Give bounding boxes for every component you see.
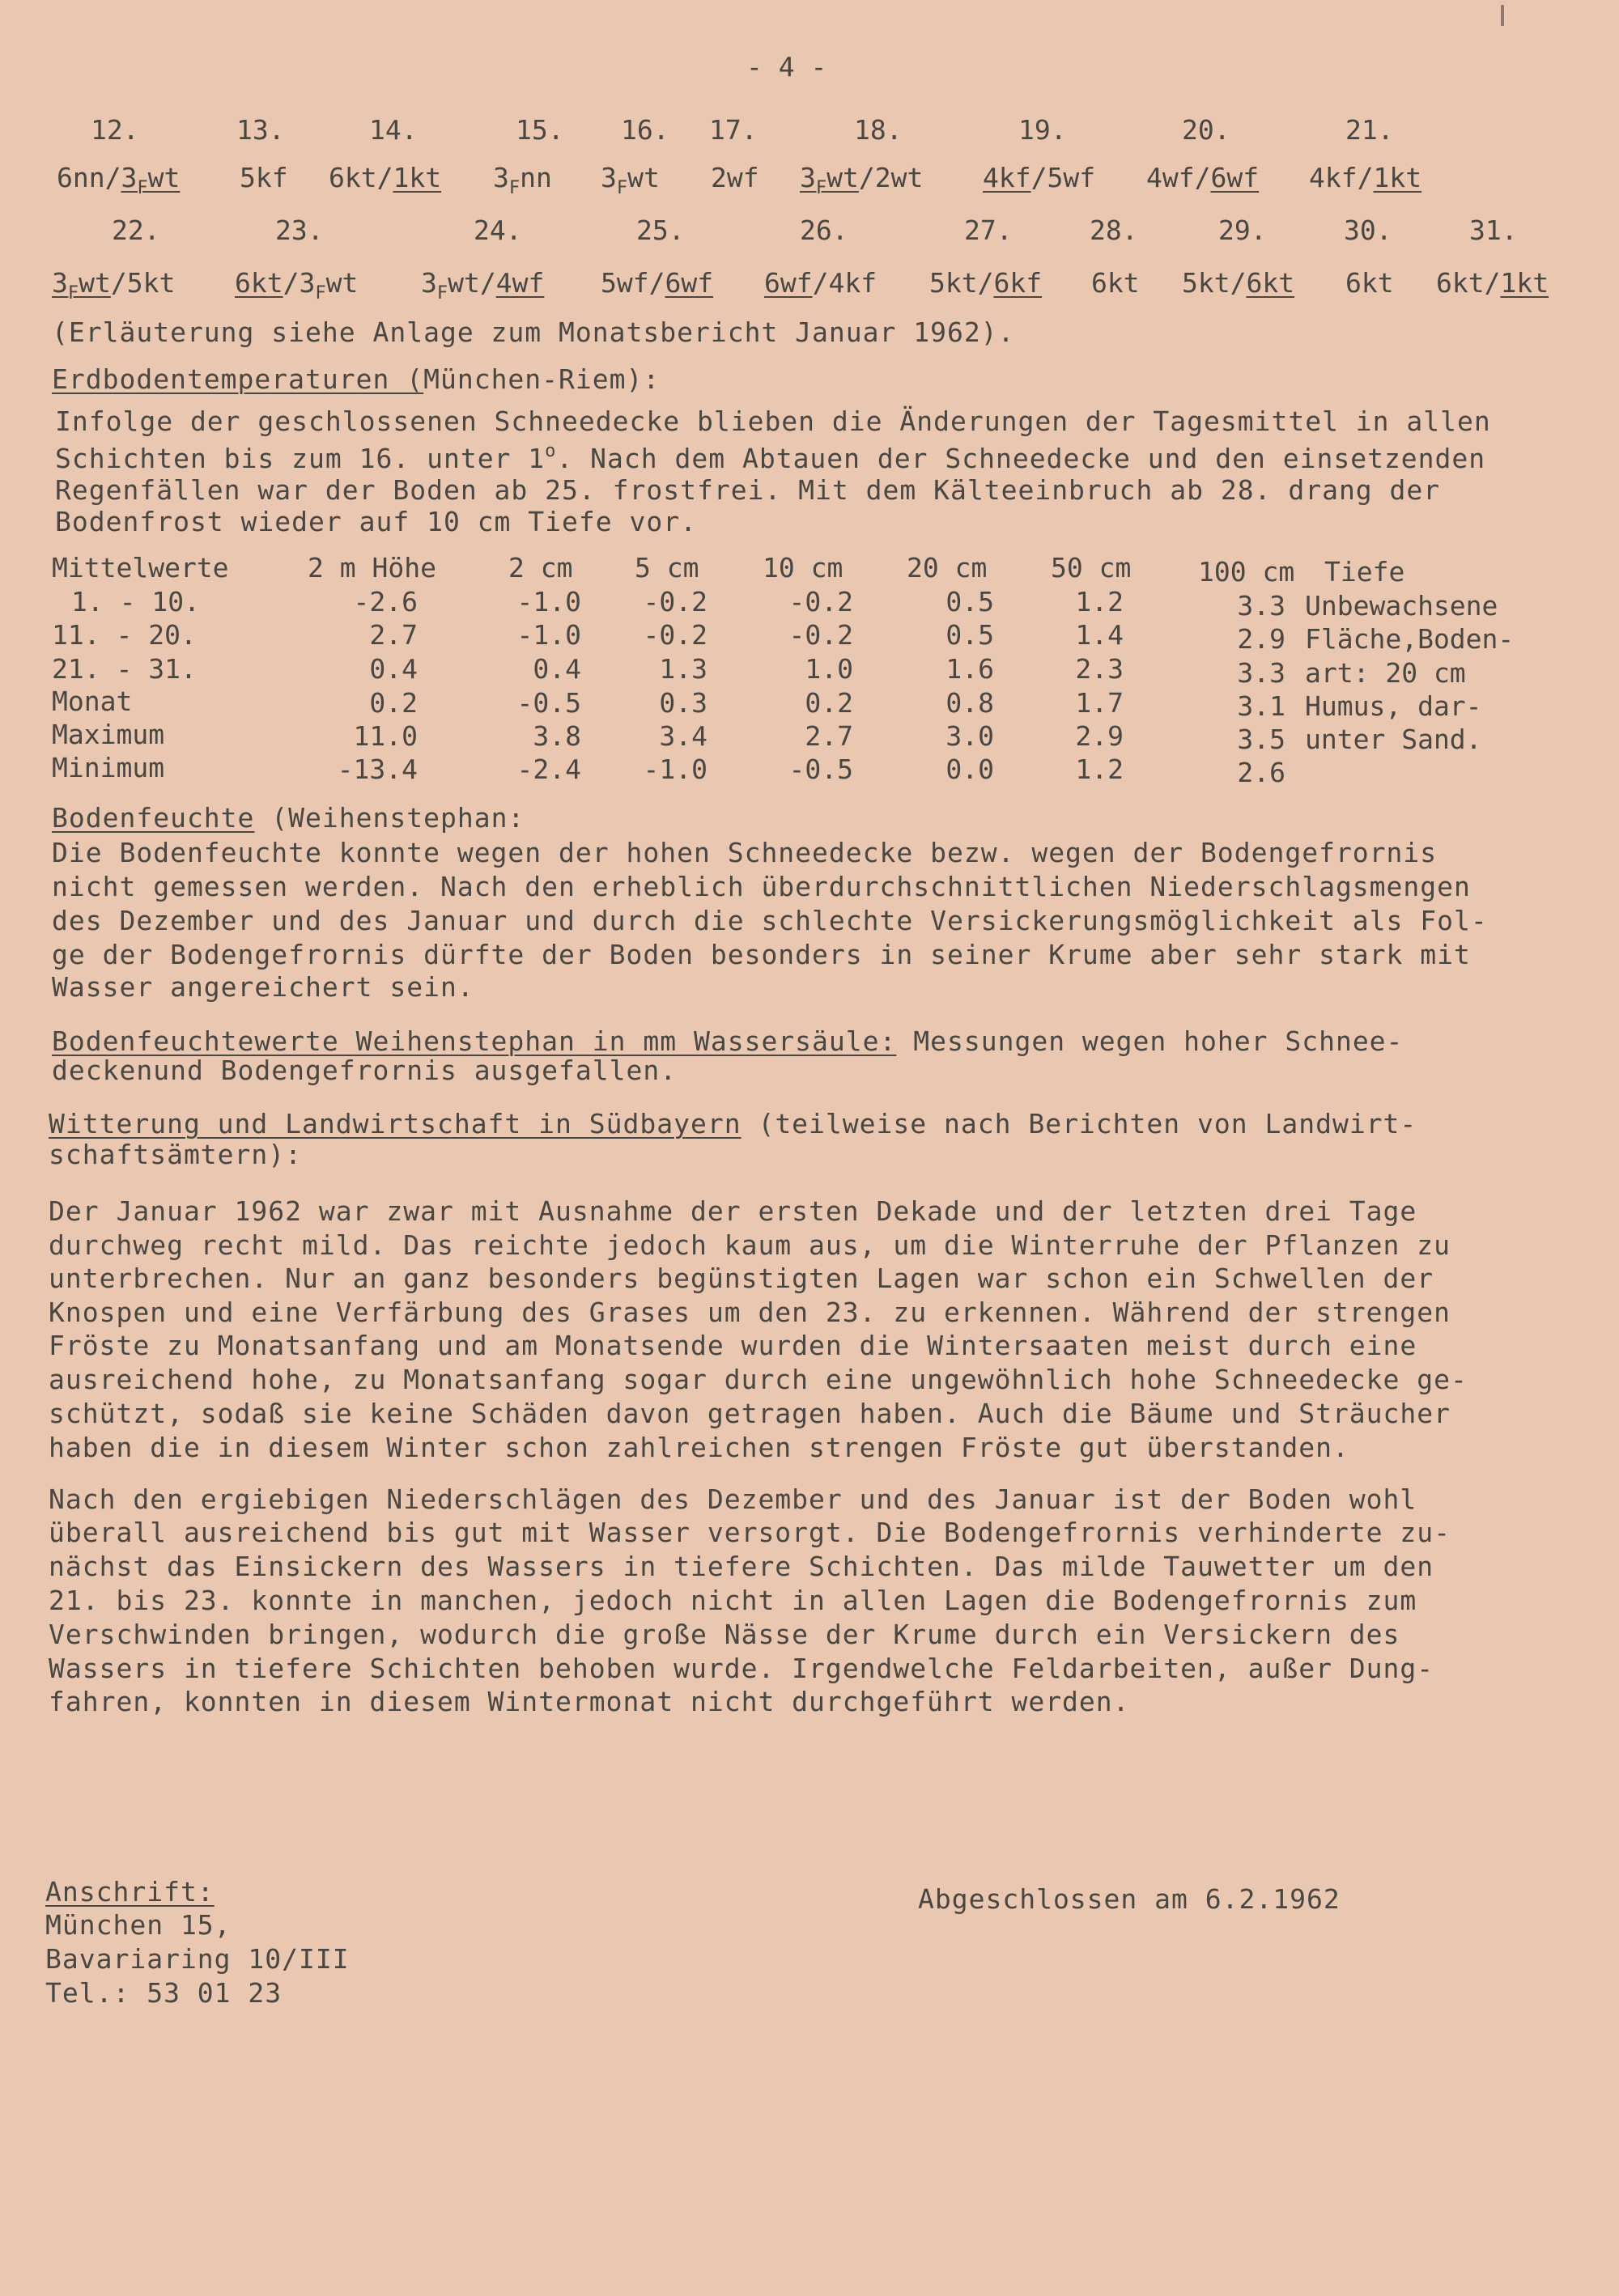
table-header: Mittelwerte bbox=[52, 552, 229, 584]
paragraph-line: Regenfällen war der Boden ab 25. frostfrei. Mit dem Kälteeinbruch ab 28. drang der bbox=[55, 474, 1441, 506]
table-cell: 1.2 bbox=[1075, 586, 1124, 618]
table-cell: 1.7 bbox=[1075, 687, 1124, 719]
table-header: 20 cm bbox=[907, 552, 988, 584]
row-label: Monat bbox=[52, 685, 133, 717]
section-heading: Bodenfeuchte (Weihenstephan: bbox=[52, 802, 525, 834]
paragraph-line: Infolge der geschlossenen Schneedecke blieben die Änderungen der Tagesmittel in allen bbox=[55, 405, 1491, 437]
table-header: 10 cm bbox=[763, 552, 843, 584]
paragraph-line: haben die in diesem Winter schon zahlreichen strengen Fröste gut überstanden. bbox=[49, 1432, 1349, 1463]
paragraph-line: deckenund Bodengefrornis ausgefallen. bbox=[52, 1055, 678, 1086]
table-cell: 0.2 bbox=[369, 687, 418, 719]
paragraph-line: Bodenfrost wieder auf 10 cm Tiefe vor. bbox=[55, 506, 697, 537]
day-label: 17. bbox=[709, 114, 758, 146]
day-label: 31. bbox=[1469, 214, 1518, 246]
table-cell: -0.2 bbox=[788, 586, 853, 618]
paragraph-line: Wassers in tiefere Schichten behoben wurde. Irgendwelche Feldarbeiten, außer Dung- bbox=[49, 1653, 1434, 1684]
table-cell: 3.0 bbox=[945, 720, 994, 752]
weather-code-d29: 5kt/6kt bbox=[1182, 267, 1295, 299]
day-label: 16. bbox=[621, 114, 669, 146]
paragraph-line: Der Januar 1962 war zwar mit Ausnahme der ersten Dekade und der letzten drei Tage bbox=[49, 1195, 1417, 1227]
closing-date: Abgeschlossen am 6.2.1962 bbox=[918, 1883, 1341, 1915]
row-label: Minimum bbox=[52, 752, 165, 783]
weather-code-d28: 6kt bbox=[1091, 267, 1140, 299]
paragraph-line: 21. bis 23. konnte in manchen, jedoch nicht in allen Lagen die Bodengefrornis zum bbox=[49, 1585, 1417, 1616]
day-label: 23. bbox=[275, 214, 324, 246]
day-label: 30. bbox=[1344, 214, 1392, 246]
weather-code-d23: $6kt/3_Fwt$ bbox=[235, 267, 359, 303]
row-label: Maximum bbox=[52, 719, 165, 750]
paragraph-line: ge der Bodengefrornis dürfte der Boden besonders in seiner Krume aber sehr stark mit bbox=[52, 939, 1471, 970]
weather-code-d27: 5kt/6kf bbox=[929, 267, 1043, 299]
address-line: Bavariaring 10/III bbox=[45, 1943, 350, 1975]
table-note: Humus, dar- bbox=[1305, 690, 1482, 722]
table-cell: 3.3 bbox=[1237, 590, 1285, 622]
table-cell: 0.5 bbox=[945, 586, 994, 618]
paragraph-line: Nach den ergiebigen Niederschlägen des Dezember und des Januar ist der Boden wohl bbox=[49, 1483, 1417, 1515]
weather-code-d17: 2wf bbox=[711, 162, 759, 193]
table-header: 2 m Höhe bbox=[308, 552, 436, 584]
table-cell: -0.5 bbox=[788, 753, 853, 785]
table-cell: -1.0 bbox=[516, 586, 581, 618]
table-cell: 0.2 bbox=[805, 687, 853, 719]
day-label: 27. bbox=[964, 214, 1013, 246]
day-label: 26. bbox=[800, 214, 848, 246]
table-cell: -1.0 bbox=[516, 619, 581, 651]
paragraph-line: ausreichend hohe, zu Monatsanfang sogar durch eine ungewöhnlich hohe Schneedecke ge- bbox=[49, 1364, 1468, 1395]
day-label: 28. bbox=[1090, 214, 1138, 246]
table-cell: 2.6 bbox=[1237, 757, 1285, 788]
page-number: - 4 - bbox=[746, 51, 827, 83]
table-cell: -2.6 bbox=[353, 586, 418, 618]
day-label: 13. bbox=[236, 114, 285, 146]
table-header: 2 cm bbox=[508, 552, 573, 584]
row-label: 21. - 31. bbox=[52, 653, 197, 685]
table-cell: 1.2 bbox=[1075, 753, 1124, 785]
weather-code-d13: 5kf bbox=[240, 162, 288, 193]
day-label: 15. bbox=[516, 114, 564, 146]
table-cell: 1.3 bbox=[659, 653, 708, 685]
table-cell: 0.4 bbox=[369, 653, 418, 685]
table-cell: 1.6 bbox=[945, 653, 994, 685]
weather-code-d20: 4wf/6wf bbox=[1146, 162, 1260, 193]
table-header: 50 cm bbox=[1051, 552, 1132, 584]
paragraph-line: nächst das Einsickern des Wassers in tiefere Schichten. Das milde Tauwetter um den bbox=[49, 1551, 1434, 1582]
table-cell: 2.7 bbox=[805, 720, 853, 752]
paragraph-line: unterbrechen. Nur an ganz besonders begünstigten Lagen war schon ein Schwellen der bbox=[49, 1263, 1434, 1294]
day-label: 22. bbox=[112, 214, 160, 246]
address-line: München 15, bbox=[45, 1909, 232, 1941]
paragraph-line: Schichten bis zum 16. unter 1$^o$. Nach dem Abtauen der Schneedecke und den einsetzenden bbox=[55, 441, 1486, 474]
paragraph-line: überall ausreichend bis gut mit Wasser versorgt. Die Bodengefrornis verhinderte zu- bbox=[49, 1517, 1451, 1548]
table-cell: -0.2 bbox=[643, 619, 708, 651]
section-heading: Erdbodentemperaturen (München-Riem): bbox=[52, 363, 661, 395]
table-cell: 3.5 bbox=[1237, 724, 1285, 755]
table-header: Tiefe bbox=[1324, 556, 1405, 588]
table-note: art: 20 cm bbox=[1305, 657, 1466, 689]
weather-code-d22: $3_Fwt/5kt$ bbox=[52, 267, 176, 303]
table-cell: 2.9 bbox=[1237, 623, 1285, 655]
paragraph-line: nicht gemessen werden. Nach den erheblich überdurchschnittlichen Niederschlagsmengen bbox=[52, 871, 1471, 902]
table-header: 100 cm bbox=[1198, 556, 1295, 588]
table-cell: 3.3 bbox=[1237, 657, 1285, 689]
day-label: 18. bbox=[854, 114, 903, 146]
table-cell: 3.8 bbox=[533, 720, 581, 752]
table-note: unter Sand. bbox=[1305, 724, 1482, 755]
weather-code-d25: 5wf/6wf bbox=[601, 267, 714, 299]
weather-code-d16: $3_Fwt$ bbox=[601, 162, 660, 198]
weather-code-d12: $6nn/3_Fwt$ bbox=[57, 162, 181, 198]
table-note: Unbewachsene bbox=[1305, 590, 1498, 622]
table-cell: -2.4 bbox=[516, 753, 581, 785]
weather-code-d18: $3_Fwt/2wt$ bbox=[800, 162, 924, 198]
table-cell: 2.9 bbox=[1075, 720, 1124, 752]
paragraph-line: Fröste zu Monatsanfang und am Monatsende wurden die Wintersaaten meist durch eine bbox=[49, 1330, 1417, 1361]
section-heading: Bodenfeuchtewerte Weihenstephan in mm Wassersäule: Messungen wegen hoher Schnee- bbox=[52, 1025, 1404, 1057]
table-cell: 0.3 bbox=[659, 687, 708, 719]
table-cell: 3.4 bbox=[659, 720, 708, 752]
day-label: 12. bbox=[91, 114, 139, 146]
weather-code-d14: 6kt/1kt bbox=[329, 162, 442, 193]
day-label: 29. bbox=[1218, 214, 1267, 246]
table-cell: 0.0 bbox=[945, 753, 994, 785]
weather-code-d26: 6wf/4kf bbox=[764, 267, 877, 299]
table-cell: 11.0 bbox=[353, 720, 418, 752]
table-cell: 1.4 bbox=[1075, 619, 1124, 651]
paragraph-line: fahren, konnten in diesem Wintermonat nicht durchgeführt werden. bbox=[49, 1686, 1130, 1717]
paragraph-line: Knospen und eine Verfärbung des Grases um den 23. zu erkennen. Während der strengen bbox=[49, 1297, 1451, 1328]
table-header: 5 cm bbox=[635, 552, 699, 584]
table-cell: -0.2 bbox=[643, 586, 708, 618]
table-note: Fläche,Boden- bbox=[1305, 623, 1515, 655]
day-label: 14. bbox=[369, 114, 418, 146]
table-cell: 0.5 bbox=[945, 619, 994, 651]
paragraph-line: Verschwinden bringen, wodurch die große Nässe der Krume durch ein Versickern des bbox=[49, 1619, 1400, 1650]
weather-code-d24: $3_Fwt/4wf$ bbox=[421, 267, 545, 303]
table-cell: 1.0 bbox=[805, 653, 853, 685]
weather-code-d19: 4kf/5wf bbox=[983, 162, 1096, 193]
day-label: 24. bbox=[474, 214, 522, 246]
day-label: 20. bbox=[1182, 114, 1230, 146]
table-cell: -1.0 bbox=[643, 753, 708, 785]
row-label: 1. - 10. bbox=[71, 586, 200, 618]
weather-code-d15: $3_Fnn$ bbox=[493, 162, 552, 198]
weather-code-d31: 6kt/1kt bbox=[1436, 267, 1549, 299]
address-heading: Anschrift: bbox=[45, 1876, 215, 1908]
weather-code-d21: 4kf/1kt bbox=[1309, 162, 1422, 193]
table-cell: -0.5 bbox=[516, 687, 581, 719]
table-cell: 0.8 bbox=[945, 687, 994, 719]
address-line: Tel.: 53 01 23 bbox=[45, 1977, 283, 2009]
day-label: 21. bbox=[1345, 114, 1394, 146]
paper-mark bbox=[1501, 5, 1504, 26]
table-cell: -13.4 bbox=[337, 753, 418, 785]
row-label: 11. - 20. bbox=[52, 619, 197, 651]
weather-code-d30: 6kt bbox=[1345, 267, 1394, 299]
table-cell: 3.1 bbox=[1237, 690, 1285, 722]
day-label: 25. bbox=[636, 214, 685, 246]
paragraph-line: Die Bodenfeuchte konnte wegen der hohen Schneedecke bezw. wegen der Bodengefrornis bbox=[52, 837, 1438, 868]
day-label: 19. bbox=[1018, 114, 1067, 146]
paragraph-line: Wasser angereichert sein. bbox=[52, 971, 474, 1003]
table-cell: -0.2 bbox=[788, 619, 853, 651]
section-heading: Witterung und Landwirtschaft in Südbayern (teilweise nach Berichten von Landwirt- bbox=[49, 1108, 1417, 1140]
paragraph-line: schaftsämtern): bbox=[49, 1139, 303, 1170]
paragraph-line: schützt, sodaß sie keine Schäden davon getragen haben. Auch die Bäume und Sträucher bbox=[49, 1398, 1451, 1429]
explanation-note: (Erläuterung siehe Anlage zum Monatsbericht Januar 1962). bbox=[52, 316, 1015, 348]
paragraph-line: durchweg recht mild. Das reichte jedoch kaum aus, um die Winterruhe der Pflanzen zu bbox=[49, 1229, 1451, 1261]
table-cell: 2.7 bbox=[369, 619, 418, 651]
table-cell: 0.4 bbox=[533, 653, 581, 685]
table-cell: 2.3 bbox=[1075, 653, 1124, 685]
paragraph-line: des Dezember und des Januar und durch die schlechte Versickerungsmöglichkeit als Fol- bbox=[52, 905, 1488, 936]
